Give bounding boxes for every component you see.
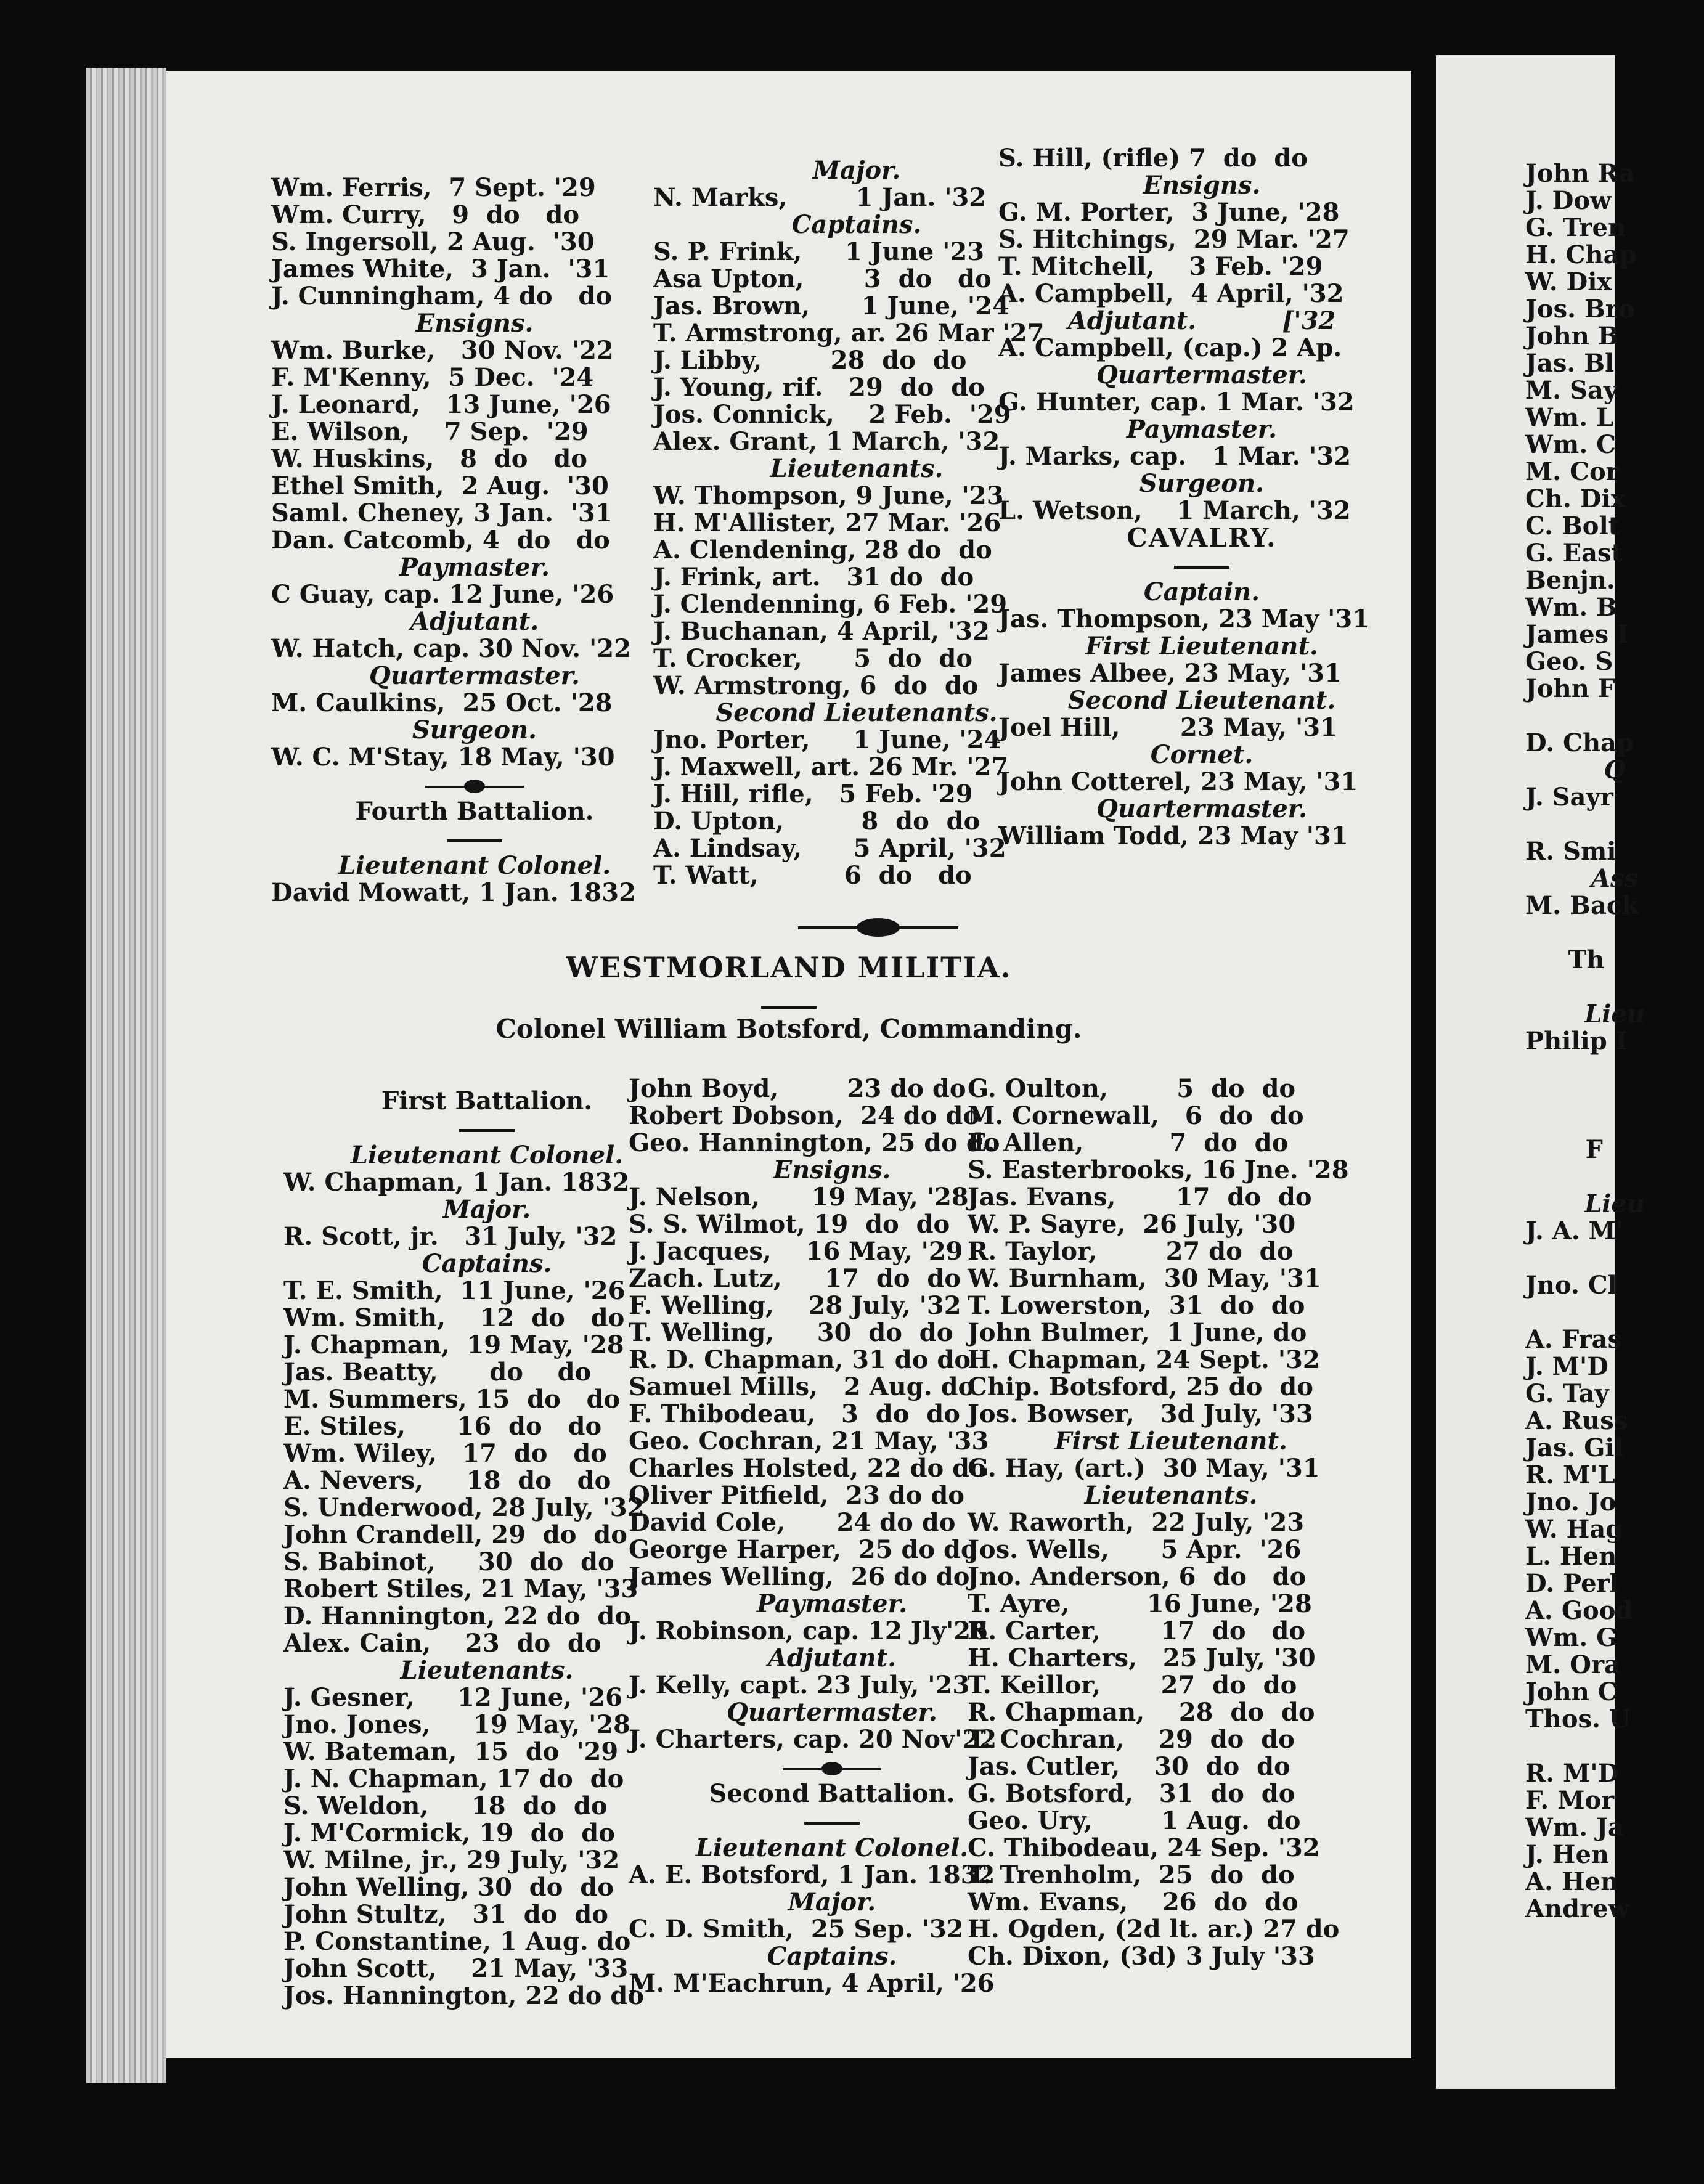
officer-entry: J. Sayr <box>1525 783 1613 812</box>
next-page-column <box>1525 160 1704 1923</box>
officer-entry: R. Taylor, 27 do do <box>968 1237 1294 1266</box>
rank-heading: Second Lieutenants. <box>715 698 998 727</box>
officer-entry: R. Carter, 17 do do <box>968 1616 1306 1645</box>
rank-heading: Captains. <box>767 1942 897 1971</box>
officer-entry: Saml. Cheney, 3 Jan. '31 <box>271 499 613 528</box>
officer-entry: Wm. Burke, 30 Nov. '22 <box>271 336 614 365</box>
officer-entry: S. Weldon, 18 do do <box>283 1791 608 1820</box>
officer-entry: M. Back <box>1525 891 1639 920</box>
officer-entry: D. Upton, 8 do do <box>653 807 980 836</box>
rank-heading: Paymaster. <box>756 1589 908 1618</box>
officer-entry: Benjn. <box>1525 566 1615 595</box>
officer-entry: G. Tay <box>1525 1379 1609 1408</box>
officer-entry: Geo. Hannington, 25 do do <box>629 1128 1000 1157</box>
officer-entry: Geo. Ury, 1 Aug. do <box>968 1806 1301 1835</box>
officer-entry: Wm. Smith, 12 do do <box>283 1303 625 1332</box>
officer-entry: Jno. Cl <box>1525 1271 1617 1300</box>
battalion-heading: First Battalion. <box>381 1086 593 1115</box>
officer-entry: Jos. Bro <box>1525 295 1635 324</box>
officer-entry: J. Cunningham, 4 do do <box>271 282 613 311</box>
officer-entry: H. Chap <box>1525 240 1637 269</box>
officer-entry: Ch. Dixon, (3d) 3 July '33 <box>968 1942 1315 1971</box>
officer-entry: H. M'Allister, 27 Mar. '26 <box>653 508 1001 537</box>
officer-entry: M. Summers, 15 do do <box>283 1385 621 1414</box>
officer-entry: D. Chap <box>1525 728 1634 757</box>
officer-entry: John B <box>1525 322 1619 351</box>
officer-entry: J. Clendenning, 6 Feb. '29 <box>653 590 1008 619</box>
officer-entry: E. Wilson, 7 Sep. '29 <box>271 417 589 446</box>
officer-entry: John Welling, 30 do do <box>283 1873 614 1902</box>
officer-entry: G. M. Porter, 3 June, '28 <box>998 198 1340 227</box>
officer-entry: Andrew <box>1525 1894 1630 1923</box>
battalion-heading: Fourth Battalion. <box>355 797 594 826</box>
officer-entry: T. Ayre, 16 June, '28 <box>968 1589 1312 1618</box>
officer-entry: H. Chapman, 24 Sept. '32 <box>968 1345 1320 1374</box>
officer-entry: F. Mor <box>1525 1786 1615 1815</box>
blank-line <box>1525 919 1704 947</box>
page <box>166 71 1411 2058</box>
officer-entry: Alex. Grant, 1 March, '32 <box>653 427 1000 456</box>
officer-entry: Philip I <box>1525 1027 1628 1056</box>
officer-entry: J. Leonard, 13 June, '26 <box>271 390 611 419</box>
officer-entry: C Guay, cap. 12 June, '26 <box>271 580 614 609</box>
rank-heading: Surgeon. <box>1139 469 1265 498</box>
rank-heading: First Lieutenant. <box>1085 632 1318 661</box>
upper-column-3 <box>998 145 1405 850</box>
officer-entry: Jas. Beatty, do do <box>283 1358 592 1387</box>
officer-entry: M. M'Eachrun, 4 April, '26 <box>629 1969 995 1998</box>
rank-heading: Captains. <box>422 1249 552 1278</box>
officer-entry: James White, 3 Jan. '31 <box>271 255 610 283</box>
rank-heading: Lieutenant Colonel. <box>695 1833 969 1862</box>
rank-heading: Ensigns. <box>773 1155 891 1184</box>
officer-entry: John Stultz, 31 do do <box>283 1900 608 1929</box>
officer-entry: R. Chapman, 28 do do <box>968 1698 1315 1727</box>
officer-entry: Jos. Hannington, 22 do do <box>283 1981 644 2010</box>
blank-line <box>1525 1109 1704 1136</box>
battalion-heading: Second Battalion. <box>709 1779 955 1808</box>
officer-entry: C. Thibodeau, 24 Sep. '32 <box>968 1833 1320 1862</box>
officer-entry: Jno. Porter, 1 June, '24 <box>653 725 1001 754</box>
officer-entry: M. Say <box>1525 376 1618 405</box>
officer-entry: Wm. Evans, 26 do do <box>968 1888 1298 1917</box>
officer-entry: J. Young, rif. 29 do do <box>653 373 985 402</box>
rank-heading: Major. <box>812 156 901 185</box>
officer-entry: T. Mitchell, 3 Feb. '29 <box>998 252 1323 281</box>
officer-entry: T. Welling, 30 do do <box>629 1318 953 1347</box>
officer-entry: Jas. Brown, 1 June, '24 <box>653 291 1009 320</box>
officer-entry: T. E. Smith, 11 June, '26 <box>283 1276 626 1305</box>
blank-line <box>1525 974 1704 1001</box>
officer-entry: Jos. Wells, 5 Apr. '26 <box>968 1535 1302 1564</box>
westmorland-colonel: Colonel William Botsford, Commanding. <box>495 1014 1082 1044</box>
officer-entry: Zach. Lutz, 17 do do <box>629 1264 961 1293</box>
officer-entry: James Albee, 23 May, '31 <box>998 659 1342 688</box>
officer-entry: Th <box>1525 945 1605 974</box>
officer-entry: F. Thibodeau, 3 do do <box>629 1400 960 1428</box>
officer-entry: M. Caulkins, 25 Oct. '28 <box>271 688 613 717</box>
officer-entry: J. Buchanan, 4 April, '32 <box>653 617 990 646</box>
rank-heading: Captain. <box>1143 577 1260 606</box>
officer-entry: J. Chapman, 19 May, '28 <box>283 1330 624 1359</box>
officer-entry: A. Campbell, 4 April, '32 <box>998 279 1344 308</box>
officer-entry: H. Ogden, (2d lt. ar.) 27 do <box>968 1915 1340 1944</box>
officer-entry: Jno. Anderson, 6 do do <box>968 1562 1307 1591</box>
rank-heading: Quartermaster. <box>369 661 580 690</box>
officer-entry: C. D. Smith, 25 Sep. '32 <box>629 1915 964 1944</box>
officer-entry: A. E. Botsford, 1 Jan. 1832 <box>629 1860 995 1889</box>
officer-entry: W. Burnham, 30 May, '31 <box>968 1264 1321 1293</box>
officer-entry: R. Scott, jr. 31 July, '32 <box>283 1222 618 1251</box>
rank-heading: Adjutant. ['32 <box>1067 306 1336 335</box>
officer-entry: J. M'Cormick, 19 do do <box>283 1819 615 1848</box>
blank-line <box>1525 1082 1704 1109</box>
officer-entry: J. N. Chapman, 17 do do <box>283 1764 624 1793</box>
officer-entry: D. Perl <box>1525 1569 1619 1598</box>
officer-entry: T. Lowerston, 31 do do <box>968 1291 1305 1320</box>
westmorland-heading: WESTMORLAND MILITIA. <box>566 951 1012 984</box>
officer-entry: J. Robinson, cap. 12 Jly'26 <box>629 1616 988 1645</box>
officer-entry: Jno. Jo <box>1525 1488 1616 1517</box>
section-ornament <box>798 918 958 937</box>
officer-entry: Jos. Connick, 2 Feb. '29 <box>653 400 1011 429</box>
officer-entry: W. Milne, jr., 29 July, '32 <box>283 1846 620 1875</box>
officer-entry: W. Hag <box>1525 1515 1623 1544</box>
officer-entry: R. M'D <box>1525 1759 1620 1788</box>
blank-line <box>1525 811 1704 838</box>
officer-entry: J. Charters, cap. 20 Nov'22 <box>629 1725 997 1754</box>
officer-entry: J. Hill, rifle, 5 Feb. '29 <box>653 780 973 809</box>
officer-entry: W. Bateman, 15 do '29 <box>283 1737 619 1766</box>
officer-entry: Dan. Catcomb, 4 do do <box>271 526 610 555</box>
officer-entry: Wm. C <box>1525 430 1616 459</box>
officer-entry: John Scott, 21 May, '33 <box>283 1954 629 1983</box>
rank-heading: Cornet. <box>1150 740 1254 769</box>
officer-entry: Robert Dobson, 24 do do <box>629 1101 980 1130</box>
book-page-edge <box>86 68 166 2083</box>
rank-heading: Lieu <box>1584 1189 1645 1218</box>
rank-heading: Paymaster. <box>399 553 550 582</box>
officer-entry: R. M'L <box>1525 1461 1615 1489</box>
officer-entry: Jno. Jones, 19 May, '28 <box>283 1710 631 1739</box>
officer-entry: S. P. Frink, 1 June '23 <box>653 237 985 266</box>
officer-entry: A. Campbell, (cap.) 2 Ap. <box>998 333 1342 362</box>
officer-entry: Wm. Curry, 9 do do <box>271 200 580 229</box>
rank-heading: Quartermaster. <box>1096 794 1307 823</box>
officer-entry: T. Watt, 6 do do <box>653 861 972 890</box>
officer-entry: T. Cochran, 29 do do <box>968 1725 1295 1754</box>
officer-entry: Wm. Ferris, 7 Sept. '29 <box>271 173 596 202</box>
officer-entry: Wm. Wiley, 17 do do <box>283 1439 607 1468</box>
officer-entry: John Ra <box>1525 159 1635 188</box>
officer-entry: James I <box>1525 620 1629 649</box>
officer-entry: Jos. Bowser, 3d July, '33 <box>968 1400 1313 1428</box>
officer-entry: G. Tren <box>1525 213 1626 242</box>
officer-entry: Wm. B <box>1525 593 1617 622</box>
officer-entry: James Welling, 26 do do <box>629 1562 970 1591</box>
officer-entry: J. Gesner, 12 June, '26 <box>283 1683 622 1712</box>
officer-entry: W. Raworth, 22 July, '23 <box>968 1508 1305 1537</box>
officer-entry: John Crandell, 29 do do <box>283 1520 627 1549</box>
officer-entry: J. M'D <box>1525 1352 1608 1381</box>
officer-entry: J. Marks, cap. 1 Mar. '32 <box>998 442 1351 471</box>
blank-line <box>1525 1163 1704 1191</box>
officer-entry: H. Charters, 25 July, '30 <box>968 1644 1316 1673</box>
rank-heading: Captains. <box>791 210 922 239</box>
officer-entry: C. Bolt <box>1525 511 1620 540</box>
section-heading: CAVALRY. <box>1127 523 1277 553</box>
officer-entry: L. Wetson, 1 March, '32 <box>998 496 1351 525</box>
officer-entry: Charles Holsted, 22 do do <box>629 1454 986 1483</box>
officer-entry: G. Hay, (art.) 30 May, '31 <box>968 1454 1320 1483</box>
officer-entry: Joel Hill, 23 May, '31 <box>998 713 1337 742</box>
officer-entry: Samuel Mills, 2 Aug. do <box>629 1372 975 1401</box>
officer-entry: A. Clendening, 28 do do <box>653 536 992 564</box>
officer-entry: E. Allen, 7 do do <box>968 1128 1289 1157</box>
officer-entry: Jas. Evans, 17 do do <box>968 1183 1312 1212</box>
officer-entry: G. Oulton, 5 do do <box>968 1074 1296 1103</box>
officer-entry: J. Frink, art. 31 do do <box>653 563 974 592</box>
officer-entry: Jas. Bl <box>1525 349 1615 378</box>
officer-entry: R. Smi <box>1525 837 1616 866</box>
blank-line <box>1525 1245 1704 1272</box>
rank-heading: Ensigns. <box>1143 171 1261 200</box>
ornament-divider <box>271 771 678 798</box>
officer-entry: J. Hen <box>1525 1840 1609 1869</box>
officer-entry: Wm. L <box>1525 403 1614 432</box>
rank-heading: Lieutenants. <box>1084 1481 1258 1510</box>
officer-entry: William Todd, 23 May '31 <box>998 821 1348 850</box>
officer-entry: F. M'Kenny, 5 Dec. '24 <box>271 363 594 392</box>
officer-entry: S. Hitchings, 29 Mar. '27 <box>998 225 1350 254</box>
officer-entry: J. Nelson, 19 May, '28 <box>629 1183 969 1212</box>
officer-entry: T. Crocker, 5 do do <box>653 644 973 673</box>
officer-entry: John Bulmer, 1 June, do <box>968 1318 1307 1347</box>
officer-entry: A. Hen <box>1525 1867 1619 1896</box>
officer-entry: S. Hill, (rifle) 7 do do <box>998 144 1308 173</box>
officer-entry: E. Stiles, 16 do do <box>283 1412 602 1441</box>
officer-entry: A. Fras <box>1525 1325 1622 1354</box>
rank-heading: Major. <box>788 1888 876 1917</box>
officer-entry: David Mowatt, 1 Jan. 1832 <box>271 878 636 907</box>
rank-heading: Second Lieutenant. <box>1067 686 1336 715</box>
officer-entry: F <box>1525 1135 1603 1164</box>
officer-entry: D. Hannington, 22 do do <box>283 1602 632 1631</box>
officer-entry: Ch. Dix <box>1525 484 1626 513</box>
officer-entry: P. Constantine, 1 Aug. do <box>283 1927 631 1956</box>
officer-entry: David Cole, 24 do do <box>629 1508 956 1537</box>
officer-entry: John C <box>1525 1677 1618 1706</box>
officer-entry: S. Underwood, 28 July, '32 <box>283 1493 645 1522</box>
officer-entry: T. Armstrong, ar. 26 Mar '27 <box>653 319 1045 348</box>
rank-heading: Lieutenants. <box>400 1656 574 1685</box>
blank-line <box>1525 1299 1704 1326</box>
officer-entry: J. Maxwell, art. 26 Mr. '27 <box>653 752 1009 781</box>
officer-entry: T. Trenholm, 25 do do <box>968 1860 1295 1889</box>
officer-entry: John Boyd, 23 do do <box>629 1074 966 1103</box>
officer-entry: W. Thompson, 9 June, '23 <box>653 481 1004 510</box>
officer-entry: M. Cornewall, 6 do do <box>968 1101 1304 1130</box>
rank-heading: Major. <box>442 1195 531 1224</box>
officer-entry: Oliver Pitfield, 23 do do <box>629 1481 964 1510</box>
officer-entry: A. Nevers, 18 do do <box>283 1466 611 1495</box>
officer-entry: J. Libby, 28 do do <box>653 346 967 375</box>
officer-entry: W. Armstrong, 6 do do <box>653 671 979 700</box>
officer-entry: Jas. Cutler, 30 do do <box>968 1752 1290 1781</box>
rank-heading: Lieutenant Colonel. <box>350 1141 624 1170</box>
officer-entry: G. Hunter, cap. 1 Mar. '32 <box>998 388 1355 417</box>
officer-entry: G. Botsford, 31 do do <box>968 1779 1295 1808</box>
rank-heading: First Lieutenant. <box>1054 1427 1287 1456</box>
officer-entry: Ethel Smith, 2 Aug. '30 <box>271 471 609 500</box>
rank-heading: Quartermaster. <box>727 1698 937 1727</box>
short-rule <box>271 825 678 852</box>
officer-entry: W. Chapman, 1 Jan. 1832 <box>283 1168 630 1197</box>
officer-entry: George Harper, 25 do do <box>629 1535 977 1564</box>
rank-heading: Lieu <box>1584 1000 1645 1029</box>
rank-heading: Lieutenants. <box>770 454 944 483</box>
officer-entry: J. Jacques, 16 May, '29 <box>629 1237 963 1266</box>
officer-entry: N. Marks, 1 Jan. '32 <box>653 183 987 212</box>
blank-line <box>1525 1733 1704 1760</box>
rank-heading: Ensigns. <box>415 309 534 338</box>
blank-line <box>1525 1055 1704 1082</box>
rank-heading: Paymaster. <box>1126 415 1278 444</box>
officer-entry: Thos. U <box>1525 1705 1631 1734</box>
officer-entry: J. Kelly, capt. 23 July, '23 <box>629 1671 970 1700</box>
officer-entry: Wm. G <box>1525 1623 1618 1652</box>
lower-column-3 <box>968 1075 1374 1970</box>
officer-entry: W. P. Sayre, 26 July, '30 <box>968 1210 1296 1239</box>
officer-entry: John Cotterel, 23 May, '31 <box>998 767 1358 796</box>
officer-entry: Jas. Gil <box>1525 1433 1624 1462</box>
rank-heading: Quartermaster. <box>1096 361 1307 389</box>
officer-entry: W. Huskins, 8 do do <box>271 444 587 473</box>
officer-entry: S. Easterbrooks, 16 Jne. '28 <box>968 1155 1349 1184</box>
officer-entry: A. Lindsay, 5 April, '32 <box>653 834 1006 863</box>
rank-heading: Surgeon. <box>412 715 537 744</box>
next-page <box>1436 55 1645 2089</box>
officer-entry: L. Hen <box>1525 1542 1617 1571</box>
officer-entry: J. Dow <box>1525 186 1612 215</box>
officer-entry: Asa Upton, 3 do do <box>653 264 992 293</box>
officer-entry: Wm. Ja <box>1525 1813 1624 1842</box>
rank-heading: Adjutant. <box>410 607 539 636</box>
officer-entry: Robert Stiles, 21 May, '33 <box>283 1575 638 1603</box>
rank-heading: Adjutant. <box>767 1644 897 1673</box>
officer-entry: John F <box>1525 674 1616 703</box>
officer-entry: R. D. Chapman, 31 do do <box>629 1345 971 1374</box>
officer-entry: W. C. M'Stay, 18 May, '30 <box>271 743 615 772</box>
officer-entry: M. Cor <box>1525 457 1619 486</box>
rank-heading: Lieutenant Colonel. <box>338 851 611 880</box>
officer-entry: A. Good <box>1525 1596 1633 1625</box>
officer-entry: Geo. S <box>1525 647 1613 676</box>
officer-entry: T. Keillor, 27 do do <box>968 1671 1297 1700</box>
rank-heading: Ass <box>1591 864 1639 893</box>
officer-entry: Geo. Cochran, 21 May, '33 <box>629 1427 989 1456</box>
blank-line <box>1525 703 1704 730</box>
officer-entry: S. S. Wilmot, 19 do do <box>629 1210 950 1239</box>
officer-entry: A. Russ <box>1525 1406 1628 1435</box>
officer-entry: W. Dix <box>1525 267 1612 296</box>
officer-entry: S. Ingersoll, 2 Aug. '30 <box>271 227 595 256</box>
rank-heading: Q <box>1604 756 1626 784</box>
officer-entry: S. Babinot, 30 do do <box>283 1547 614 1576</box>
officer-entry: G. East <box>1525 539 1623 568</box>
officer-entry: W. Hatch, cap. 30 Nov. '22 <box>271 634 631 663</box>
officer-entry: Jas. Thompson, 23 May '31 <box>998 605 1370 634</box>
officer-entry: Alex. Cain, 23 do do <box>283 1629 601 1658</box>
officer-entry: M. Ora <box>1525 1650 1620 1679</box>
officer-entry: J. A. M' <box>1525 1216 1624 1245</box>
short-rule <box>998 552 1405 579</box>
upper-column-1 <box>271 174 678 907</box>
officer-entry: F. Welling, 28 July, '32 <box>629 1291 961 1320</box>
officer-entry: Chip. Botsford, 25 do do <box>968 1372 1313 1401</box>
